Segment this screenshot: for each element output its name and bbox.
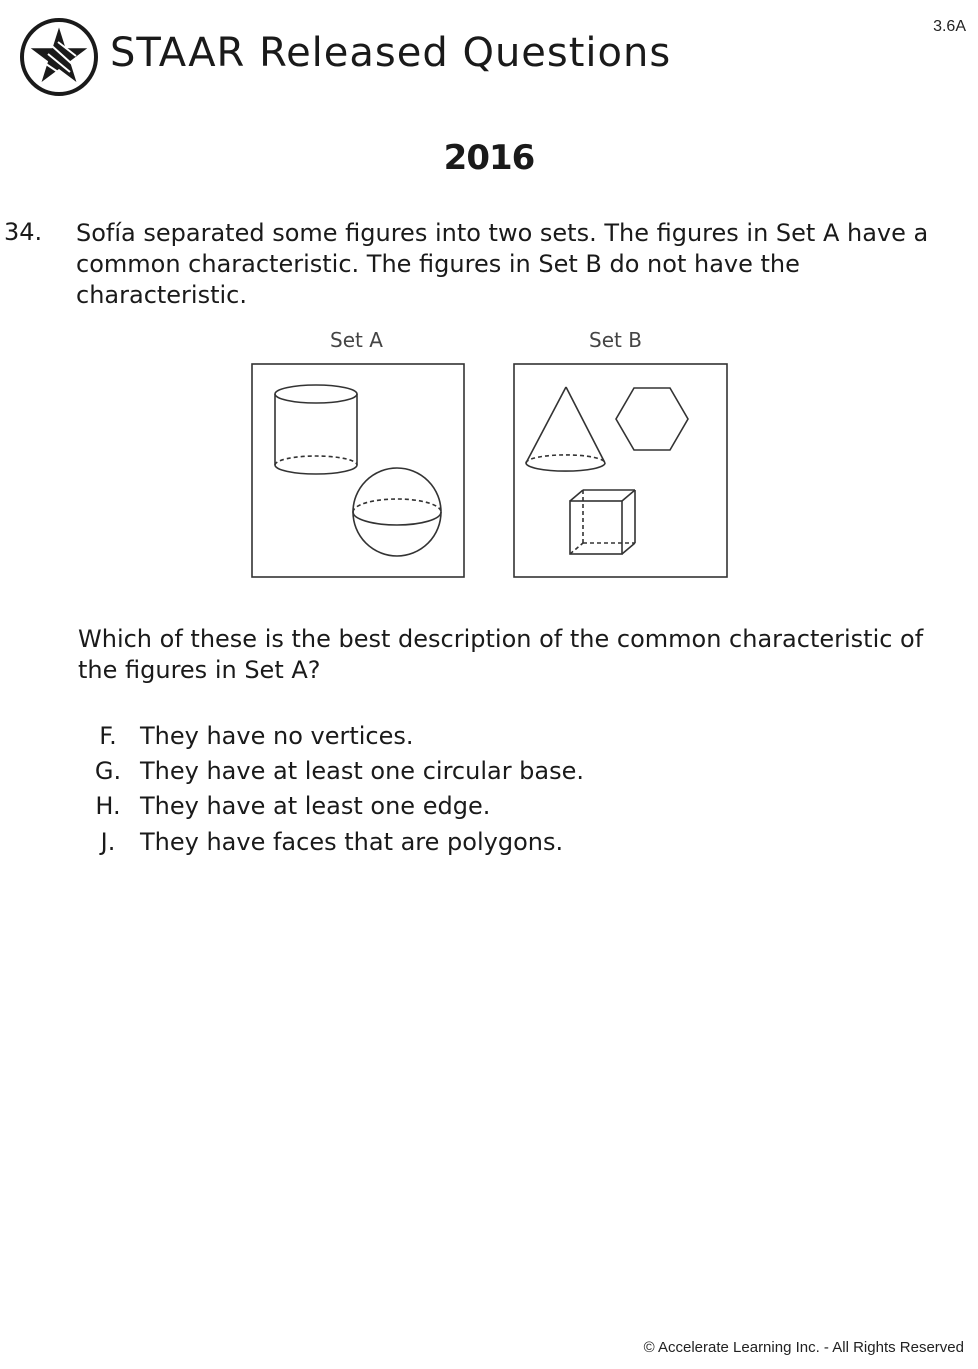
cylinder-figure xyxy=(275,385,357,474)
star-circle-logo-icon xyxy=(18,16,100,98)
choice-letter: J. xyxy=(100,828,116,856)
answer-choice-g[interactable] xyxy=(78,757,778,793)
set-b-label: Set B xyxy=(589,328,642,352)
choice-letter: G. xyxy=(94,757,122,785)
year-heading: 2016 xyxy=(443,138,535,178)
standard-code: 3.6A xyxy=(933,18,966,35)
question-stem: Sofía separated some figures into two sets. The figures in Set A have a common characteristic. The figures in Set B do not have the characteristic. xyxy=(76,219,929,309)
copyright-footer: © Accelerate Learning Inc. - All Rights Reserved xyxy=(643,1339,964,1356)
figure-sets-diagram xyxy=(248,360,732,582)
sphere-figure xyxy=(353,468,441,556)
header-title: STAAR Released Questions xyxy=(110,30,672,76)
cone-figure xyxy=(526,387,605,471)
answer-choice-f[interactable] xyxy=(78,722,778,758)
question-number: 34. xyxy=(4,218,43,246)
set-a-label: Set A xyxy=(330,328,383,352)
question-prompt: Which of these is the best description of the common characteristic of the figures in Set A? xyxy=(78,625,924,684)
answer-choice-h[interactable] xyxy=(78,792,778,828)
choice-letter: H. xyxy=(95,792,121,820)
hexagon-figure xyxy=(616,388,688,450)
choice-text: They have faces that are polygons. xyxy=(140,828,564,856)
choice-text: They have at least one circular base. xyxy=(140,757,585,785)
choice-letter: F. xyxy=(99,722,117,750)
choice-text: They have no vertices. xyxy=(140,722,414,750)
answer-choice-j[interactable] xyxy=(78,828,778,864)
choice-text: They have at least one edge. xyxy=(140,792,491,820)
cube-figure xyxy=(570,490,635,554)
